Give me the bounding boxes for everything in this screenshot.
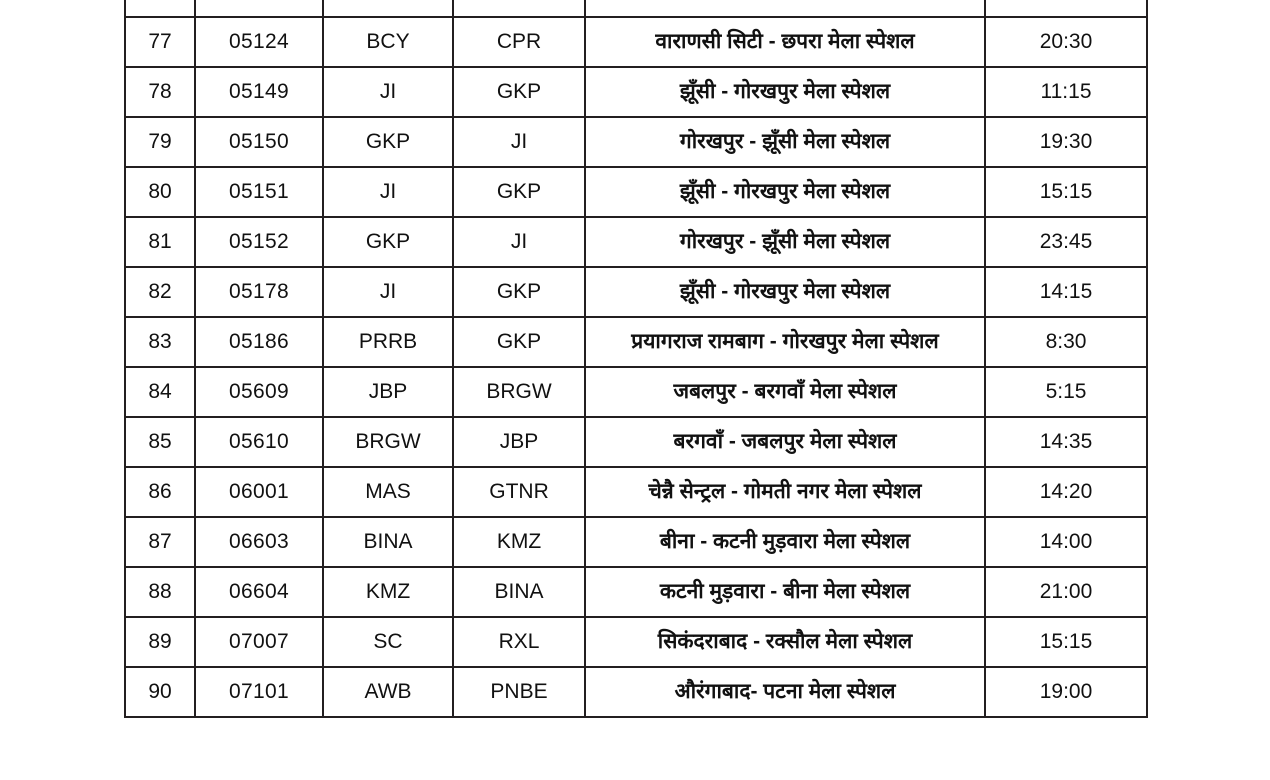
cell-from: JBP [323, 367, 453, 417]
table-row [125, 267, 1147, 317]
table-row [125, 367, 1147, 417]
cell-from: BCY [323, 17, 453, 67]
table-row [125, 317, 1147, 367]
cell-from: GKP [323, 217, 453, 267]
cell-to: GKP [453, 317, 585, 367]
cell-name: प्रयागराज रामबाग - गोरखपुर मेला स्पेशल [585, 317, 985, 367]
cell-time: 15:15 [985, 617, 1147, 667]
cell-number: 05151 [195, 167, 323, 217]
cell-to: RXL [453, 617, 585, 667]
cell-from: SC [323, 617, 453, 667]
train-schedule-table-body [125, 0, 1147, 717]
cell-sno: 88 [125, 567, 195, 617]
cell-number: 05610 [195, 417, 323, 467]
cell-number: 05149 [195, 67, 323, 117]
cell-name: झूँसी - गोरखपुर मेला स्पेशल [585, 167, 985, 217]
cell-to: KMZ [453, 517, 585, 567]
cell-time: 23:45 [985, 217, 1147, 267]
cell-to: GTNR [453, 467, 585, 517]
cell-to: GKP [453, 167, 585, 217]
train-schedule-table-wrapper [124, 0, 1146, 718]
cell-to: JBP [453, 417, 585, 467]
cell-from: KMZ [323, 567, 453, 617]
cell-to: JI [453, 117, 585, 167]
cell-number [195, 0, 323, 17]
cell-time: 20:30 [985, 17, 1147, 67]
cell-time: 14:15 [985, 267, 1147, 317]
train-schedule-table [124, 0, 1148, 718]
cell-time: 14:35 [985, 417, 1147, 467]
cell-sno: 85 [125, 417, 195, 467]
cell-number: 05152 [195, 217, 323, 267]
cell-name [585, 0, 985, 17]
table-row-clipped [125, 0, 1147, 17]
table-row [125, 567, 1147, 617]
cell-from: JI [323, 267, 453, 317]
cell-sno: 86 [125, 467, 195, 517]
table-row [125, 217, 1147, 267]
cell-sno: 90 [125, 667, 195, 717]
cell-number: 06001 [195, 467, 323, 517]
cell-sno: 84 [125, 367, 195, 417]
cell-name: झूँसी - गोरखपुर मेला स्पेशल [585, 267, 985, 317]
table-row [125, 667, 1147, 717]
cell-number: 07101 [195, 667, 323, 717]
cell-to: JI [453, 217, 585, 267]
cell-number: 05609 [195, 367, 323, 417]
cell-to: CPR [453, 17, 585, 67]
cell-time [985, 0, 1147, 17]
cell-number: 07007 [195, 617, 323, 667]
table-row [125, 617, 1147, 667]
cell-name: बरगवाँ - जबलपुर मेला स्पेशल [585, 417, 985, 467]
table-row [125, 517, 1147, 567]
cell-from: AWB [323, 667, 453, 717]
cell-sno: 77 [125, 17, 195, 67]
cell-from [323, 0, 453, 17]
cell-from: GKP [323, 117, 453, 167]
cell-sno: 82 [125, 267, 195, 317]
cell-number: 05186 [195, 317, 323, 367]
cell-time: 8:30 [985, 317, 1147, 367]
cell-from: PRRB [323, 317, 453, 367]
cell-number: 06604 [195, 567, 323, 617]
cell-name: जबलपुर - बरगवाँ मेला स्पेशल [585, 367, 985, 417]
cell-time: 15:15 [985, 167, 1147, 217]
cell-from: JI [323, 167, 453, 217]
cell-to: PNBE [453, 667, 585, 717]
cell-from: BRGW [323, 417, 453, 467]
table-row [125, 117, 1147, 167]
cell-time: 21:00 [985, 567, 1147, 617]
cell-sno: 78 [125, 67, 195, 117]
cell-time: 14:20 [985, 467, 1147, 517]
cell-name: सिकंदराबाद - रक्सौल मेला स्पेशल [585, 617, 985, 667]
cell-from: MAS [323, 467, 453, 517]
cell-name: कटनी मुड़वारा - बीना मेला स्पेशल [585, 567, 985, 617]
cell-from: JI [323, 67, 453, 117]
cell-sno: 87 [125, 517, 195, 567]
table-row [125, 467, 1147, 517]
cell-to [453, 0, 585, 17]
cell-number: 05178 [195, 267, 323, 317]
cell-name: औरंगाबाद- पटना मेला स्पेशल [585, 667, 985, 717]
cell-sno: 79 [125, 117, 195, 167]
cell-name: चेन्नै सेन्ट्रल - गोमती नगर मेला स्पेशल [585, 467, 985, 517]
cell-to: GKP [453, 267, 585, 317]
cell-name: बीना - कटनी मुड़वारा मेला स्पेशल [585, 517, 985, 567]
cell-time: 11:15 [985, 67, 1147, 117]
cell-sno: 81 [125, 217, 195, 267]
cell-to: BRGW [453, 367, 585, 417]
cell-time: 14:00 [985, 517, 1147, 567]
cell-name: गोरखपुर - झूँसी मेला स्पेशल [585, 217, 985, 267]
table-row [125, 417, 1147, 467]
cell-sno: 83 [125, 317, 195, 367]
table-row [125, 67, 1147, 117]
cell-to: GKP [453, 67, 585, 117]
cell-number: 05150 [195, 117, 323, 167]
cell-time: 19:30 [985, 117, 1147, 167]
table-row [125, 167, 1147, 217]
cell-sno [125, 0, 195, 17]
table-row [125, 17, 1147, 67]
cell-number: 06603 [195, 517, 323, 567]
cell-sno: 80 [125, 167, 195, 217]
cell-number: 05124 [195, 17, 323, 67]
cell-time: 5:15 [985, 367, 1147, 417]
cell-to: BINA [453, 567, 585, 617]
cell-name: वाराणसी सिटी - छपरा मेला स्पेशल [585, 17, 985, 67]
cell-sno: 89 [125, 617, 195, 667]
cell-name: गोरखपुर - झूँसी मेला स्पेशल [585, 117, 985, 167]
cell-time: 19:00 [985, 667, 1147, 717]
cell-name: झूँसी - गोरखपुर मेला स्पेशल [585, 67, 985, 117]
cell-from: BINA [323, 517, 453, 567]
